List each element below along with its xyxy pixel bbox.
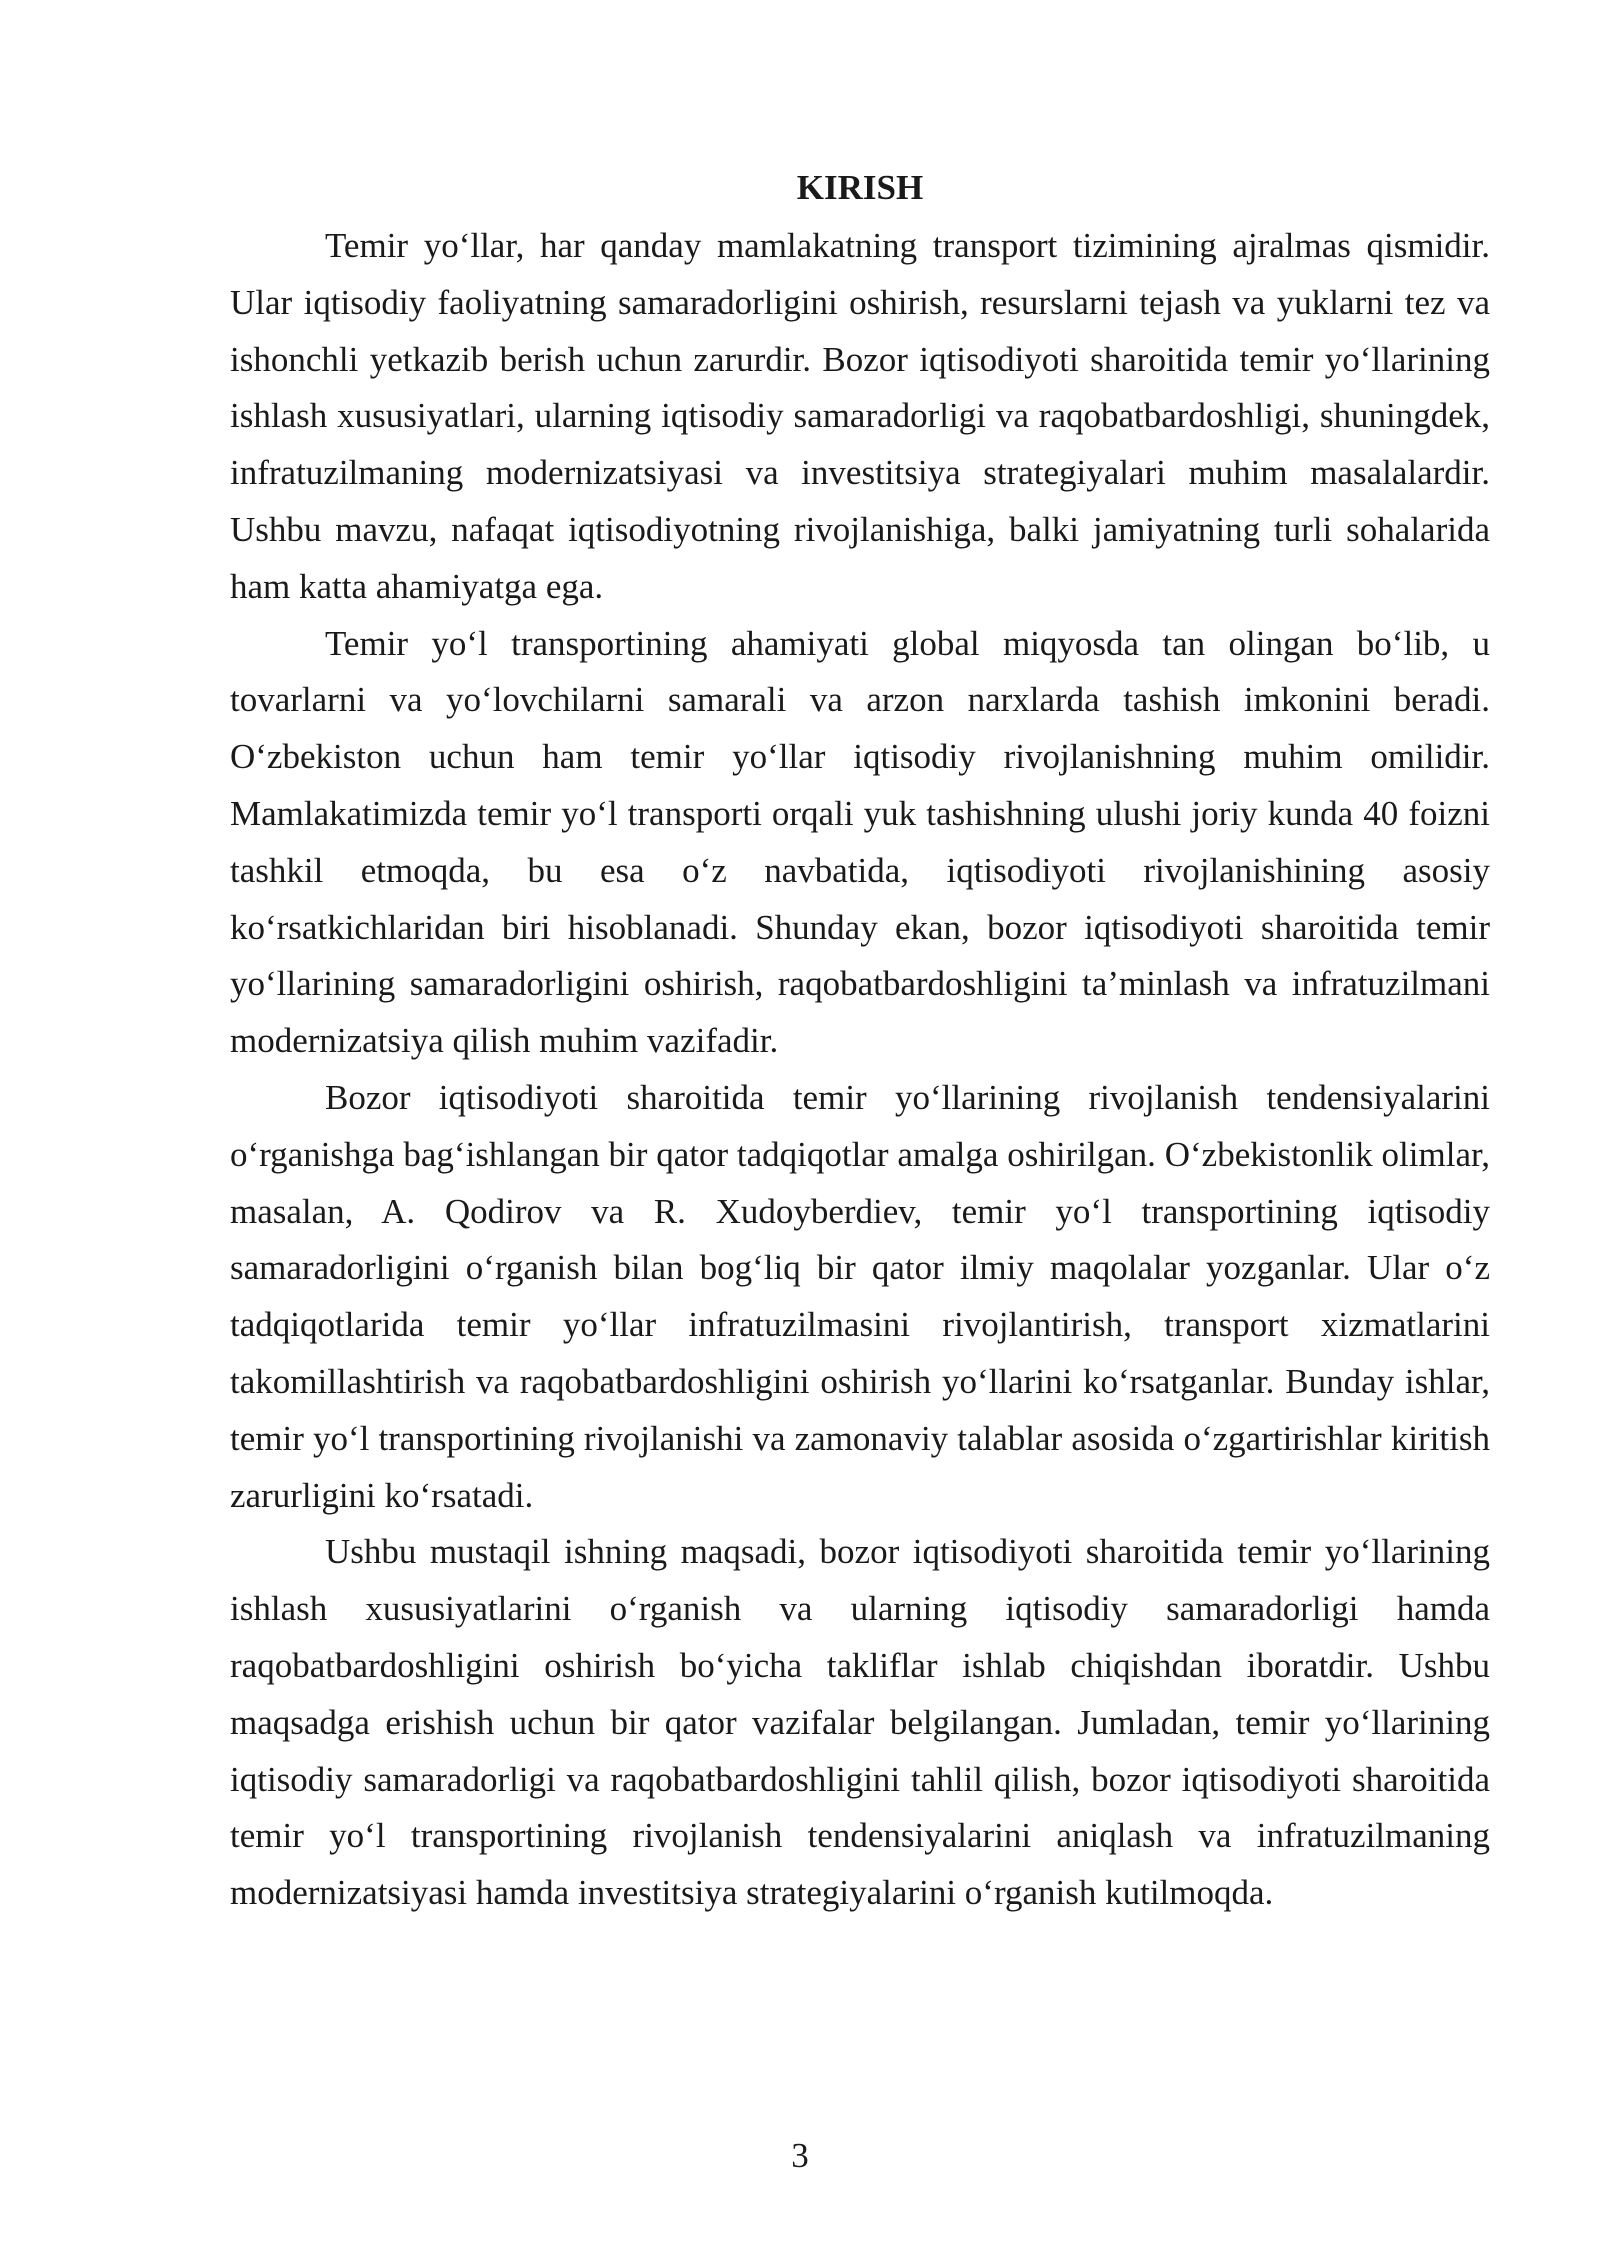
section-title: KIRISH: [796, 168, 924, 207]
paragraph-2: Temir yo‘l transportining ahamiyati global miqyosda tan olingan bo‘lib, u tovarlarni va yo‘lovchilarni samarali va arzon narxlarda tashish imkonini beradi. O‘zbekiston uchun ham temir yo‘llar iqtisodiy rivojlanishning muhim omilidir. Mamlakatimizda temir yo‘l transporti orqali yuk tashishning ulushi joriy kunda 40 foizni tashkil etmoqda, bu esa o‘z navbatida, iqtisodiyoti rivojlanishining asosiy ko‘rsatkichlaridan biri hisoblanadi. Shunday ekan, bozor iqtisodiyoti sharoitida temir yo‘llarining samaradorligini oshirish, raqobatbardoshligini ta’minlash va infratuzilmani modernizatsiya qilish muhim vazifadir.: [230, 623, 1490, 1061]
paragraph-1: Temir yo‘llar, har qanday mamlakatning transport tizimining ajralmas qismidir. Ular iqtisodiy faoliyatning samaradorligini oshirish, resurslarni tejash va yuklarni tez va ishonchli yetkazib berish uchun zarurdir. Bozor iqtisodiyoti sharoitida temir yo‘llarining ishlash xususiyatlari, ularning iqtisodiy samaradorligi va raqobatbardoshligi, shuningdek, infratuzilmaning modernizatsiyasi va investitsiya strategiyalari muhim masalalardir. Ushbu mavzu, nafaqat iqtisodiyotning rivojlanishiga, balki jamiyatning turli sohalarida ham katta ahamiyatga ega.: [230, 226, 1490, 606]
page-number: 3: [791, 2136, 809, 2175]
paragraph-3: Bozor iqtisodiyoti sharoitida temir yo‘llarining rivojlanish tendensiyalarini o‘rganishga bag‘ishlangan bir qator tadqiqotlar amalga oshirilgan. O‘zbekistonlik olimlar, masalan, A. Qodirov va R. Xudoyberdiev, temir yo‘l transportining iqtisodiy samaradorligini o‘rganish bilan bog‘liq bir qator ilmiy maqolalar yozganlar. Ular o‘z tadqiqotlarida temir yo‘llar infratuzilmasini rivojlantirish, transport xizmatlarini takomillashtirish va raqobatbardoshligini oshirish yo‘llarini ko‘rsatganlar. Bunday ishlar, temir yo‘l transportining rivojlanishi va zamonaviy talablar asosida o‘zgartirishlar kiritish zarurligini ko‘rsatadi.: [230, 1077, 1490, 1515]
paragraph-4: Ushbu mustaqil ishning maqsadi, bozor iqtisodiyoti sharoitida temir yo‘llarining ishlash xususiyatlarini o‘rganish va ularning iqtisodiy samaradorligi hamda raqobatbardoshligini oshirish bo‘yicha takliflar ishlab chiqishdan iboratdir. Ushbu maqsadga erishish uchun bir qator vazifalar belgilangan. Jumladan, temir yo‘llarining iqtisodiy samaradorligi va raqobatbardoshligini tahlil qilish, bozor iqtisodiyoti sharoitida temir yo‘l transportining rivojlanish tendensiyalarini aniqlash va infratuzilmaning modernizatsiyasi hamda investitsiya strategiyalarini o‘rganish kutilmoqda.: [230, 1532, 1490, 1913]
document-page: [230, 160, 1490, 1922]
